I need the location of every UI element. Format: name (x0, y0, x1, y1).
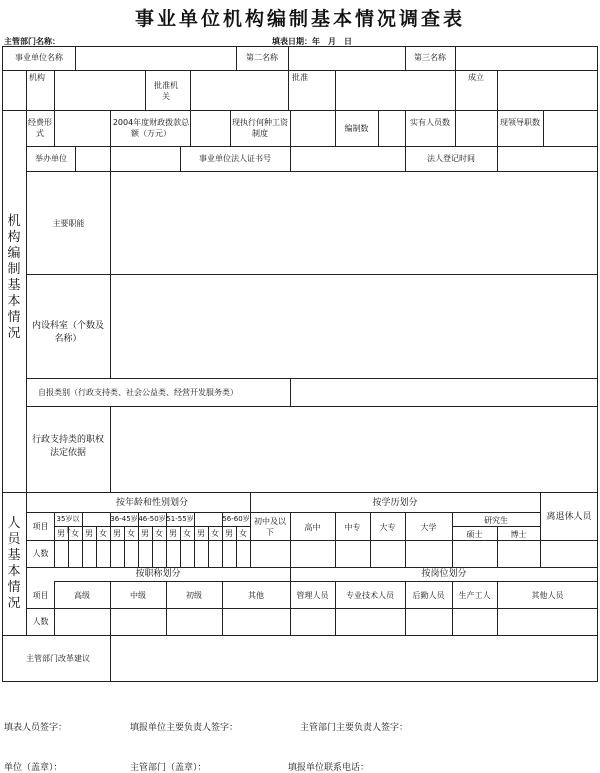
post-div-title: 按岗位划分 (421, 569, 467, 579)
age-title: 按年龄和性别划分 (115, 498, 188, 508)
funding-label: 经费形式 (28, 118, 52, 138)
edu-col: 大专 (379, 523, 396, 532)
post-col: 专业技术人员 (346, 591, 394, 600)
age-group: 51-55岁 (166, 515, 194, 523)
title-count-label: 人数 (32, 617, 49, 626)
internal-dept-label: 内设科室（个数及名称） (31, 321, 104, 344)
female-label: 女 (239, 529, 247, 538)
male-label: 男 (225, 529, 233, 538)
filler-sign-label: 填表人员签字： (4, 723, 68, 733)
dept-head-sign-label: 主管部门主要负责人签字： (300, 723, 409, 733)
reform-label: 主管部门改革建议 (26, 654, 90, 663)
male-label: 男 (57, 529, 65, 538)
age-count-label: 人数 (32, 549, 49, 558)
legal-cert-label: 事业单位法人证书号 (199, 154, 271, 163)
male-label: 男 (169, 529, 177, 538)
unit-seal-label: 单位（盖章）： (4, 763, 63, 773)
post-col: 生产工人 (458, 591, 491, 600)
self-report-label: 自报类别（行政支持类、社会公益类、经营开发服务类） (38, 388, 238, 397)
age-group: 46-50岁 (138, 515, 166, 523)
post-col: 后勤人员 (412, 591, 445, 600)
approve-label: 批准 (292, 73, 308, 82)
org-basic-section-label: 机构编制基本情况 (7, 214, 21, 341)
dept-name-label: 主管部门名称： (4, 37, 60, 46)
post-col: 管理人员 (296, 591, 329, 600)
wage-label: 现执行何种工资制度 (232, 118, 288, 138)
establish-label: 成立 (468, 73, 484, 82)
legal-date-label: 法人登记时间 (427, 154, 475, 163)
edu-col: 大学 (420, 523, 437, 532)
title-div-title: 按职称划分 (135, 569, 181, 579)
edu-col: 初中及以下 (254, 517, 286, 537)
actual-label: 实有人员数 (410, 118, 450, 127)
female-label: 女 (155, 529, 163, 538)
title-col: 高级 (74, 591, 90, 600)
edu-col: 高中 (304, 523, 321, 532)
personnel-section-label: 人员基本情况 (7, 516, 21, 611)
admin-basis-label: 行政支持类的职权法定依据 (32, 435, 105, 458)
edu-col: 中专 (344, 523, 361, 532)
post-col: 其他人员 (531, 591, 564, 600)
female-label: 女 (71, 529, 79, 538)
page-title: 事业单位机构编制基本情况调查表 (134, 8, 465, 30)
female-label: 女 (99, 529, 107, 538)
title-col: 初级 (186, 591, 202, 600)
title-item-label: 项目 (32, 591, 49, 600)
female-label: 女 (183, 529, 191, 538)
budget-label: 2004年度财政拨款总额（万元） (112, 118, 190, 138)
leaders-label: 现领导职数 (500, 118, 540, 127)
third-name-label: 第三名称 (414, 53, 446, 62)
age-group: 56-60岁 (222, 515, 250, 523)
unit-name-label: 事业单位名称 (15, 53, 63, 62)
org-label: 机构 (29, 73, 45, 82)
male-label: 男 (141, 529, 149, 538)
male-label: 男 (197, 529, 205, 538)
male-label: 男 (113, 529, 121, 538)
grad-label: 研究生 (484, 516, 508, 525)
male-label: 男 (85, 529, 93, 538)
fill-date-label: 填表日期：年 月 日 (272, 37, 352, 46)
age-group: 36-45岁 (110, 515, 138, 523)
age-item-label: 项目 (32, 522, 49, 531)
age-group: 35岁以下 (56, 515, 80, 534)
title-col: 其他 (248, 591, 264, 600)
female-label: 女 (211, 529, 219, 538)
second-name-label: 第二名称 (246, 53, 278, 62)
main-func-label: 主要职能 (52, 219, 85, 228)
approve-org-label: 批准机关 (154, 81, 178, 101)
retired-label: 离退休人员 (546, 512, 592, 522)
staffing-label: 编制数 (344, 124, 369, 133)
edu-title: 按学历划分 (372, 498, 418, 508)
master-label: 硕士 (466, 530, 483, 539)
unit-head-sign-label: 填报单位主要负责人签字： (130, 723, 239, 733)
phd-label: 博士 (510, 530, 527, 539)
dept-seal-label: 主管部门（盖章）： (130, 763, 207, 773)
female-label: 女 (127, 529, 135, 538)
sponsor-label: 举办单位 (35, 154, 67, 163)
title-col: 中级 (130, 591, 146, 600)
phone-label: 填报单位联系电话： (288, 763, 370, 773)
